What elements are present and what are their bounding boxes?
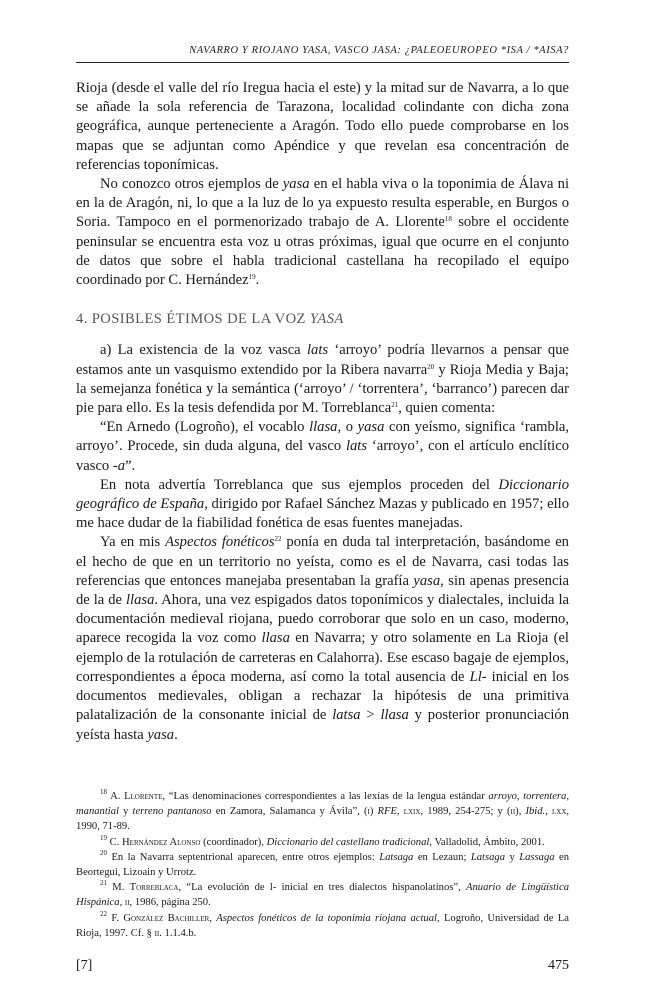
text-run: No conozco otros ejemplos de bbox=[100, 176, 283, 193]
heading-text: 4. POSIBLES ÉTIMOS DE LA VOZ bbox=[76, 311, 310, 328]
footnote-20 bbox=[76, 850, 569, 880]
roman-numeral: lxix bbox=[403, 806, 421, 818]
paragraph-a bbox=[76, 341, 569, 418]
text-run: con yeísmo, significa ‘rambla, arroyo’. Procede, sin duda alguna, del vasco bbox=[76, 419, 570, 455]
italic-term: llasa bbox=[126, 592, 155, 609]
text-run: . bbox=[174, 726, 178, 743]
folio-left: [7] bbox=[76, 958, 93, 973]
italic-term: -a bbox=[112, 457, 126, 474]
footnote-ref-20[interactable]: 20 bbox=[427, 362, 435, 371]
running-head: NAVARRO Y RIOJANO YASA, VASCO JASA: ¿PALEOEUROPEO *ISA / *AISA? bbox=[189, 45, 569, 56]
text-run: Ya en mis bbox=[100, 534, 166, 551]
footnote-ref-22[interactable]: 22 bbox=[274, 535, 282, 544]
text-run: , 1990, 71-89. bbox=[76, 806, 570, 833]
text-run: en Beortegui, Lizoain y Urrotz. bbox=[76, 851, 570, 879]
text-run: ”. bbox=[125, 457, 136, 474]
heading-italic: YASA bbox=[309, 311, 344, 328]
footnote-number: 20 bbox=[100, 848, 107, 857]
text-run: , quien comenta: bbox=[398, 400, 496, 417]
italic-term: yasa bbox=[282, 176, 310, 193]
text-run: , dirigido por Rafael Sánchez Mazas y publicado en 1957; ello me hace dudar de la fiabilidad fonética de esas fuentes manejadas. bbox=[76, 496, 569, 532]
paragraph-no-conozco bbox=[76, 175, 569, 290]
italic-term: Lassaga bbox=[519, 851, 555, 863]
footnotes bbox=[76, 789, 569, 941]
text-run: , bbox=[396, 806, 404, 818]
text-run: En nota advertía Torreblanca que sus ejemplos proceden del bbox=[100, 476, 499, 493]
italic-term: llasa bbox=[261, 630, 290, 647]
roman-numeral: ii bbox=[154, 927, 160, 939]
italic-term: yasa bbox=[147, 726, 175, 743]
text-run: ), bbox=[515, 806, 526, 818]
text-run: ‘arroyo’, con el artículo enclítico vasco bbox=[76, 438, 569, 474]
text-run: , Valladolid, Ámbito, 2001. bbox=[429, 836, 545, 848]
section-heading bbox=[76, 310, 569, 329]
paragraph-ya-en-mis bbox=[76, 533, 569, 744]
text-run: ‘arroyo’ podría llevarnos a pensar que estamos ante un vasquismo extendido por la Ribera navarra bbox=[76, 342, 569, 378]
text-run: , “Las denominaciones correspondientes a las lexías de la lengua estándar bbox=[162, 791, 489, 802]
footnote-21 bbox=[76, 880, 569, 910]
text-run: en el habla viva o la toponimia de Álava ni en la de Aragón, ni, lo que a la luz de lo ya expuesto resulta esperable, en Burgos o Soria. Tampoco en el pormenorizado trabajo de A. Llorente bbox=[76, 176, 569, 231]
text-run: . bbox=[255, 272, 260, 289]
text-run: . Ahora, una vez espigados datos toponímicos y dialectales, incluida la documentación medieval riojana, puedo corroborar que solo en un caso, moderno, aparece recogida la voz como bbox=[76, 592, 569, 647]
paragraph-en-nota bbox=[76, 476, 569, 534]
text-run: F. bbox=[107, 912, 124, 924]
text-run: en Zamora, Salamanca y Ávila”, ( bbox=[211, 806, 368, 818]
text-run: , bbox=[545, 806, 552, 818]
italic-term: arroyo, torrentera, manantial bbox=[76, 791, 569, 818]
author-name: Torreblaca bbox=[129, 882, 179, 894]
italic-term: llasa bbox=[380, 707, 409, 724]
journal-title: RFE bbox=[377, 806, 397, 818]
author-name: Llorente bbox=[124, 791, 163, 802]
footnote-18 bbox=[76, 789, 569, 835]
journal-title: Anuario de Lingüística Hispánica bbox=[76, 882, 569, 909]
italic-term: Ibid. bbox=[525, 806, 546, 818]
main-text bbox=[76, 79, 569, 745]
footnote-ref-18[interactable]: 18 bbox=[444, 215, 452, 224]
roman-numeral: ii bbox=[510, 806, 516, 818]
text-run: y Rioja Media y Baja; la semejanza fonética y la semántica (‘arroyo’ / ‘torrentera’, ‘barranco’) parecen dar pie para ello. Es la tesis defendida por M. Torreblanca bbox=[76, 361, 569, 417]
text-run: , sin apenas presencia de la de bbox=[76, 572, 569, 609]
footnote-number: 19 bbox=[100, 833, 107, 842]
footnote-number: 18 bbox=[100, 788, 107, 796]
text-run: sobre el occidente peninsular se encuentra esta voz u otras próximas, igual que ocurre en el conjunto de datos que sobre el habla tradicional castellana ha recopilado el equipo coordinado por C. Hernández bbox=[76, 214, 569, 289]
italic-term: latsa bbox=[332, 707, 361, 724]
roman-numeral: i bbox=[367, 806, 370, 818]
italic-term: terreno pantanoso bbox=[132, 806, 212, 818]
text-run: , Logroño, Universidad de La Rioja, 1997. Cf. § bbox=[76, 912, 570, 939]
text-run: . 1.1.4.b. bbox=[159, 927, 197, 939]
text-run: y bbox=[118, 806, 133, 818]
roman-numeral: ii bbox=[124, 897, 130, 909]
paragraph-continuation: Rioja (desde el valle del río Iregua hacia el este) y la mitad sur de Navarra, a lo que se añade la sola referencia de Tarazona, localidad colindante con dicha zona geográfica, aunque perteneciente a Aragón. Todo ello puede comprobarse en los mapas que se adjuntan como Apéndice y que revelan esa concentración de referencias toponímicas. bbox=[76, 80, 569, 173]
italic-term: Latsaga bbox=[379, 851, 414, 863]
italic-term: lats bbox=[345, 438, 368, 455]
text-run: M. bbox=[107, 882, 130, 894]
text-run: En la Navarra septentrional aparecen, entre otros ejemplos: bbox=[107, 851, 380, 863]
text-run: y posterior pronunciación yeísta hasta bbox=[76, 707, 569, 743]
book-title: Aspectos fonéticos de la toponimia riojana actual bbox=[216, 912, 437, 924]
text-run: en Navarra; y otro solamente en La Rioja (el ejemplo de la rotulación de carreteras en Calahorra). Ese escaso bagaje de ejemplos, correspondientes a época moderna, así como la total ausencia de bbox=[76, 630, 569, 685]
footnote-number: 21 bbox=[100, 879, 107, 888]
text-run: a) La existencia de la voz vasca bbox=[100, 342, 307, 359]
text-run: ponía en duda tal interpretación, basándome en el hecho de que en un territorio no yeísta, como es el de Navarra, casi todas las referencias que entonces manejaba presentaban la grafía bbox=[76, 534, 569, 589]
text-run: > bbox=[360, 707, 381, 724]
text-run: (coordinador), bbox=[200, 836, 267, 848]
italic-title: Diccionario geográfico de España bbox=[76, 476, 569, 513]
text-run: “En Arnedo (Logroño), el vocablo bbox=[100, 419, 310, 436]
header-rule bbox=[76, 62, 569, 63]
text-run: inicial en los documentos medievales, obligan a rechazar la hipótesis de una primitiva palatalización de la consonante inicial de bbox=[76, 668, 569, 724]
italic-term: yasa bbox=[413, 572, 441, 589]
book-title: Diccionario del castellano tradicional bbox=[266, 836, 430, 848]
footnote-number: 22 bbox=[100, 909, 107, 918]
text-run: , 1986, página 250. bbox=[129, 897, 211, 909]
italic-term: llasa bbox=[309, 419, 338, 436]
italic-term: yasa bbox=[357, 419, 385, 436]
italic-title: Aspectos fonéticos bbox=[165, 534, 275, 551]
italic-term: lats bbox=[306, 342, 329, 359]
text-run: , bbox=[209, 912, 217, 924]
footnote-ref-21[interactable]: 21 bbox=[391, 401, 399, 410]
footnote-22 bbox=[76, 911, 569, 941]
text-run: , o bbox=[337, 419, 358, 436]
text-run: C. bbox=[107, 836, 123, 848]
text-run: y bbox=[505, 851, 520, 863]
footnote-19 bbox=[76, 835, 569, 850]
text-run: en Lezaun; bbox=[413, 851, 471, 863]
author-name: González Bachiller bbox=[123, 912, 210, 924]
text-run: ) bbox=[369, 806, 378, 818]
text-run: , 1989, 254-275; y ( bbox=[420, 806, 511, 818]
roman-numeral: lxx bbox=[551, 806, 567, 818]
text-run: , “La evolución de l- inicial en tres dialectos hispanolatinos”, bbox=[178, 882, 467, 894]
author-name: Hernández Alonso bbox=[122, 836, 201, 848]
footnote-ref-19[interactable]: 19 bbox=[248, 273, 256, 282]
text-run: A. bbox=[107, 791, 125, 802]
quotation-paragraph bbox=[76, 418, 569, 476]
text-run: , bbox=[119, 897, 125, 909]
italic-term: Ll- bbox=[469, 668, 487, 685]
page-number: 475 bbox=[548, 958, 569, 973]
italic-term: Latsaga bbox=[470, 851, 506, 863]
